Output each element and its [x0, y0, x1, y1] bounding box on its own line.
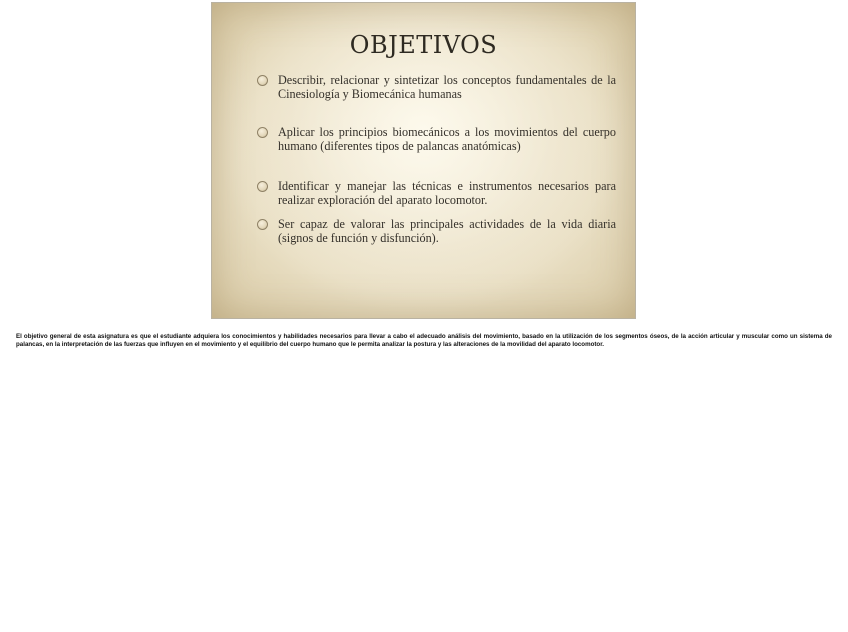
objective-item	[256, 125, 616, 153]
slide-title: OBJETIVOS	[349, 31, 498, 59]
objective-item	[256, 217, 616, 245]
objective-text: Describir, relacionar y sintetizar los conceptos fundamentales de la Cinesiología y Biomecánica humanas	[278, 73, 616, 101]
objective-text: Identificar y manejar las técnicas e instrumentos necesarios para realizar exploración del aparato locomotor.	[278, 179, 616, 207]
speaker-notes: El objetivo general de esta asignatura es que el estudiante adquiera los conocimientos y habilidades necesarios para llevar a cabo el adecuado análisis del movimiento, basado en la utilización de los segmentos óseos, de la acción articular y muscular como un sistema de palancas, en la interpretación de las fuerzas que influyen en el movimiento y el equilibrio del cuerpo humano que le permita analizar la postura y las alteraciones de la movilidad del aparato locomotor.	[16, 333, 832, 349]
objective-text: Ser capaz de valorar las principales actividades de la vida diaria (signos de función y disfunción).	[278, 217, 616, 245]
objective-item	[256, 73, 616, 101]
objectives-list	[256, 73, 616, 245]
circle-bullet-icon	[257, 219, 268, 230]
slide	[211, 2, 636, 319]
objective-text: Aplicar los principios biomecánicos a los movimientos del cuerpo humano (diferentes tipos de palancas anatómicas)	[278, 125, 616, 153]
circle-bullet-icon	[257, 127, 268, 138]
circle-bullet-icon	[257, 181, 268, 192]
circle-bullet-icon	[257, 75, 268, 86]
objective-item	[256, 179, 616, 207]
